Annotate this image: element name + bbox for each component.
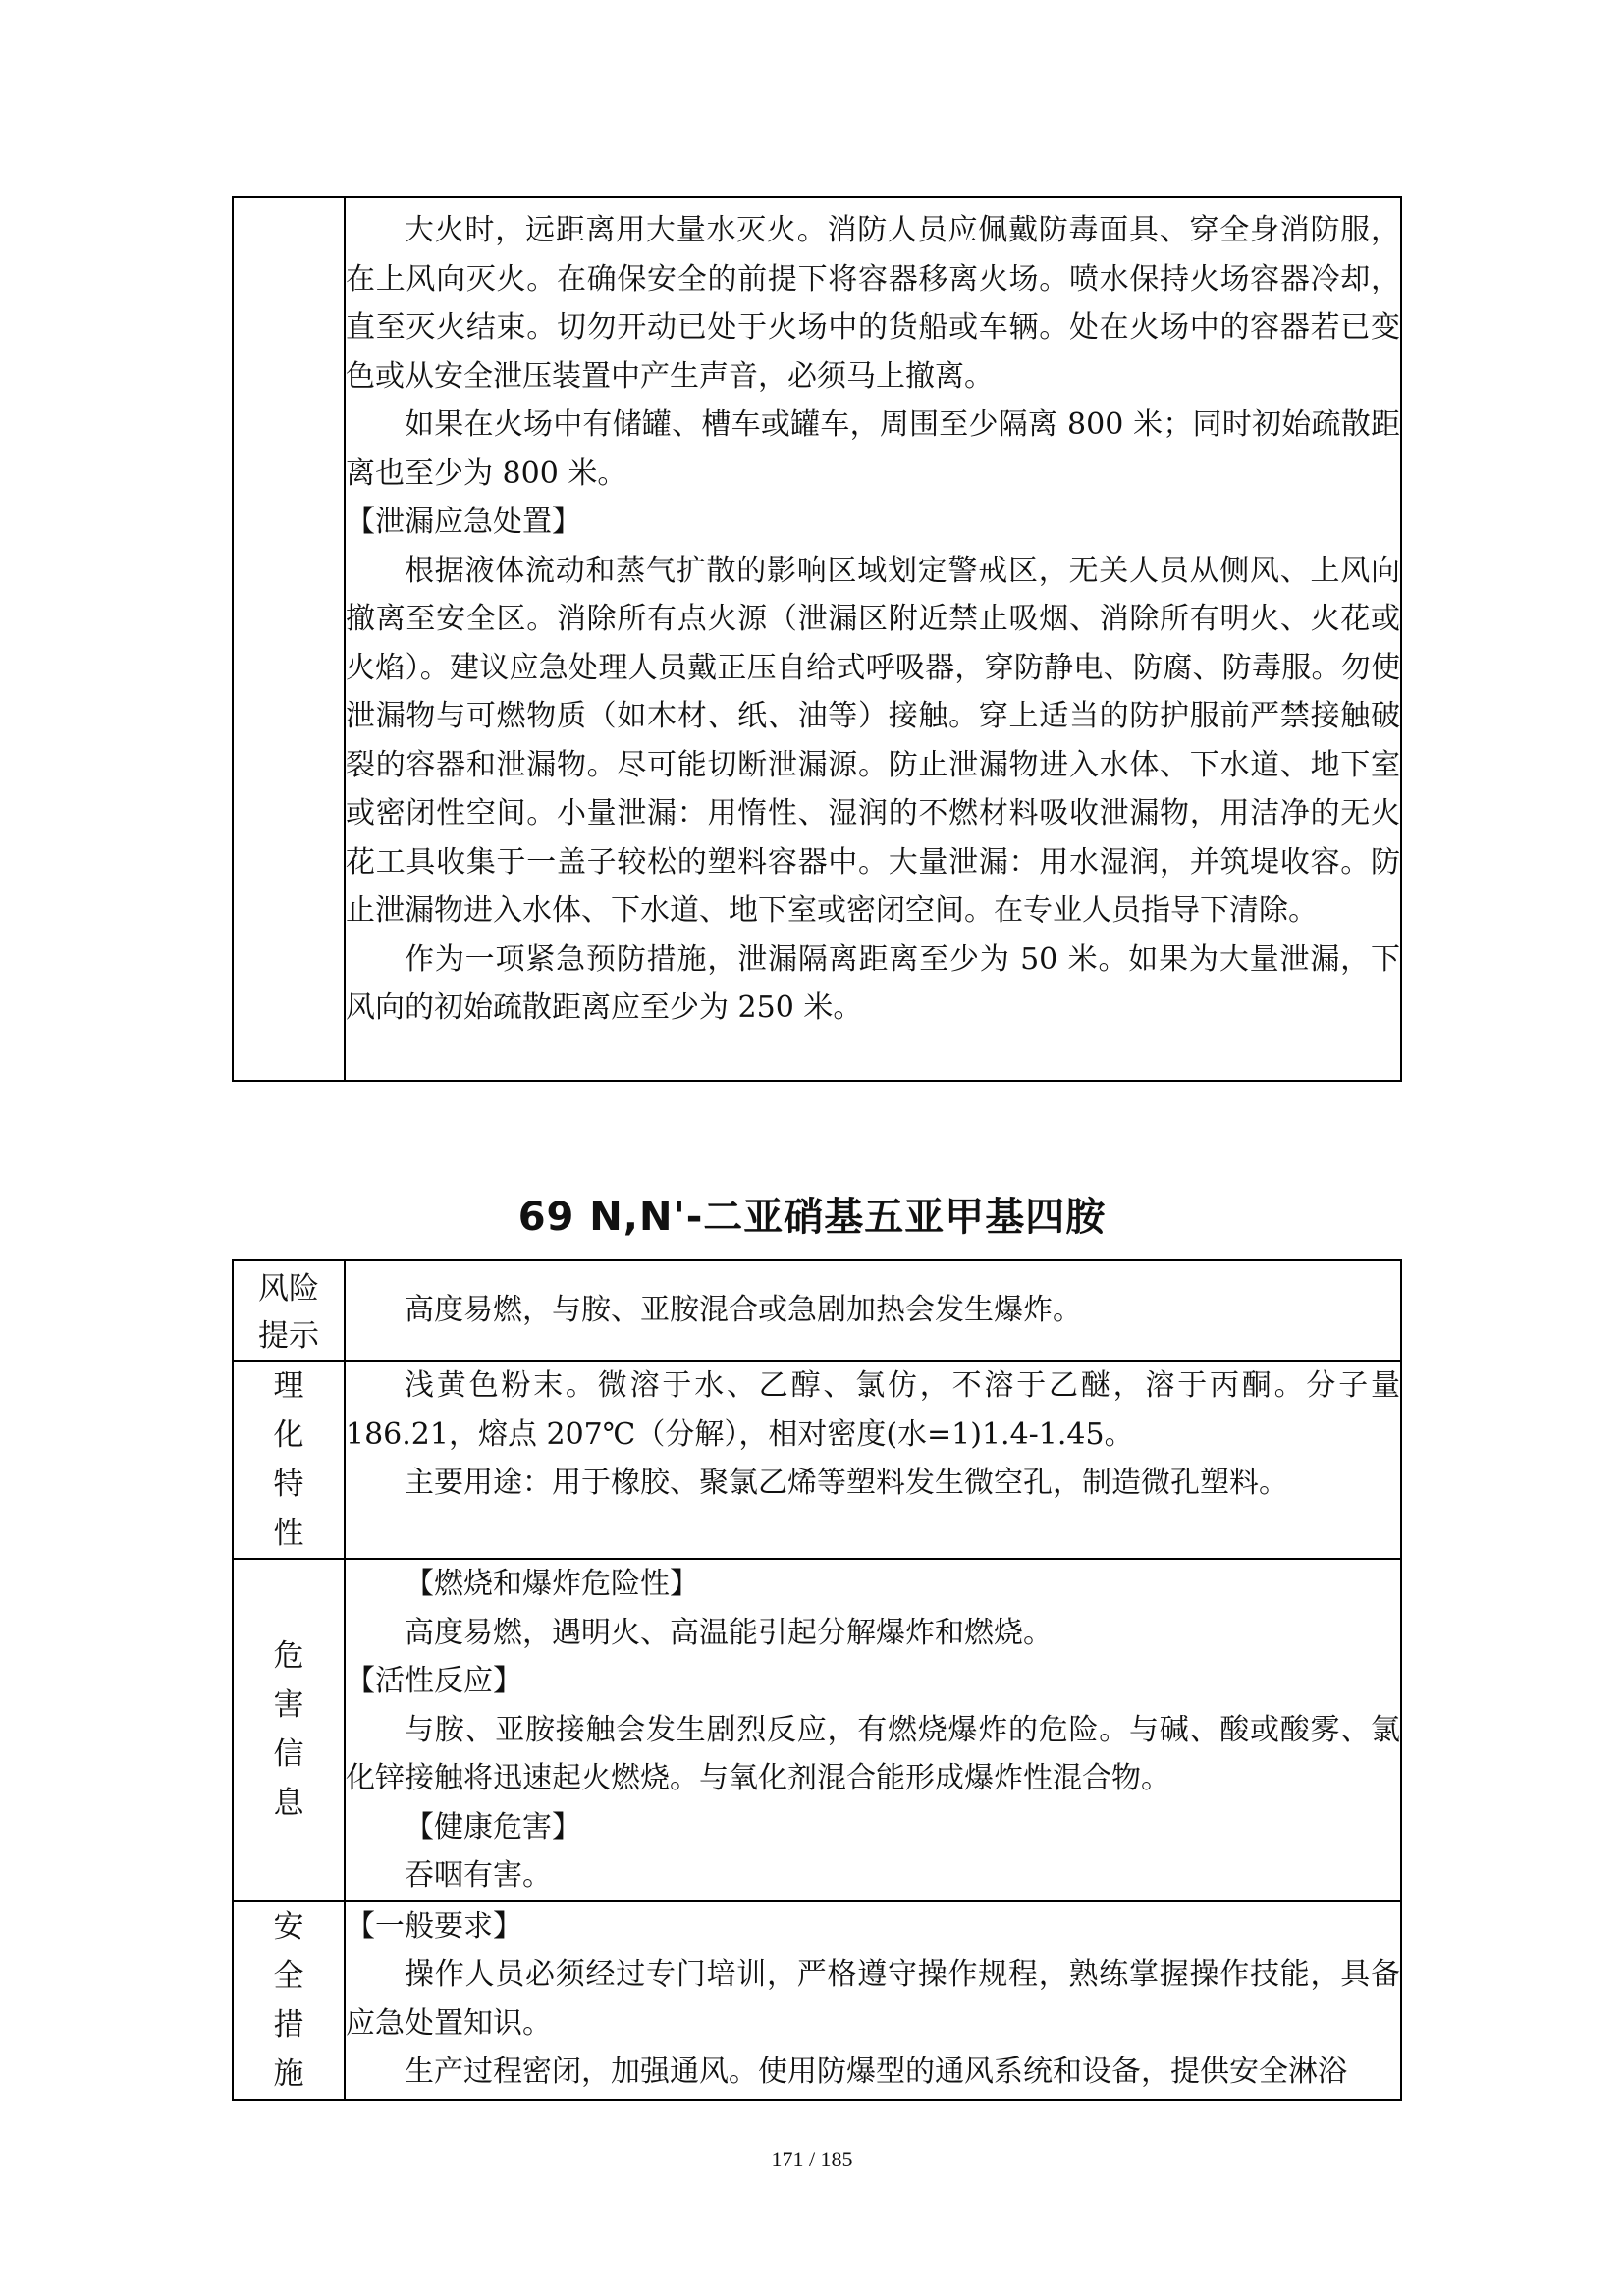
label-physchem	[233, 1361, 345, 1559]
label-char: 风险	[258, 1271, 319, 1307]
paragraph: 大火时，远距离用大量水灭火。消防人员应佩戴防毒面具、穿全身消防服，在上风向灭火。在确保安全的前提下将容器移离火场。喷水保持火场容器冷却，直至灭火结束。切勿开动已处于火场中的货船或车辆。处在火场中的容器若已变色或从安全泄压装置中产生声音，必须马上撤离。	[346, 213, 1400, 394]
continued-table	[232, 196, 1402, 1082]
row-risk	[233, 1260, 1401, 1361]
paragraph: 【健康危害】	[405, 1809, 581, 1844]
paragraph: 作为一项紧急预防措施，泄漏隔离距离至少为 50 米。如果为大量泄漏，下风向的初始疏散距离应至少为 250 米。	[346, 941, 1400, 1025]
chemical-info-table	[232, 1259, 1402, 2101]
label-char: 息	[273, 1786, 304, 1822]
row-physchem	[233, 1361, 1401, 1559]
label-char: 措	[273, 2006, 304, 2043]
label-char: 施	[273, 2056, 304, 2092]
paragraph: 操作人员必须经过专门培训，严格遵守操作规程，熟练掌握操作技能，具备应急处置知识。	[346, 1957, 1400, 2041]
paragraph: 【泄漏应急处置】	[346, 505, 581, 539]
label-hazard	[233, 1559, 345, 1901]
content-safety	[345, 1901, 1401, 2100]
paragraph: 与胺、亚胺接触会发生剧烈反应，有燃烧爆炸的危险。与碱、酸或酸雾、氯化锌接触将迅速起火燃烧。与氧化剂混合能形成爆炸性混合物。	[346, 1712, 1400, 1795]
paragraph: 【活性反应】	[346, 1664, 522, 1698]
page-number: 171 / 185	[771, 2147, 853, 2171]
paragraph: 【燃烧和爆炸危险性】	[405, 1567, 699, 1601]
label-safety	[233, 1901, 345, 2100]
label-char: 提示	[258, 1318, 319, 1354]
row-safety	[233, 1901, 1401, 2100]
paragraph: 主要用途：用于橡胶、聚氯乙烯等塑料发生微空孔，制造微孔塑料。	[405, 1466, 1288, 1500]
label-risk	[233, 1260, 345, 1361]
continued-content	[345, 197, 1401, 1081]
label-char: 理	[273, 1368, 304, 1404]
paragraph: 生产过程密闭，加强通风。使用防爆型的通风系统和设备，提供安全淋浴	[405, 2055, 1347, 2089]
paragraph: 高度易燃，与胺、亚胺混合或急剧加热会发生爆炸。	[405, 1293, 1082, 1328]
continued-label-cell	[233, 197, 345, 1081]
paragraph: 浅黄色粉末。微溶于水、乙醇、氯仿，不溶于乙醚，溶于丙酮。分子量 186.21，熔点 207℃（分解），相对密度(水=1)1.4-1.45。	[346, 1368, 1400, 1452]
row-hazard	[233, 1559, 1401, 1901]
section-title: 69 N,N'-二亚硝基五亚甲基四胺	[517, 1195, 1107, 1240]
label-char: 信	[273, 1736, 304, 1773]
label-char: 化	[273, 1417, 304, 1453]
label-char: 特	[273, 1467, 304, 1502]
paragraph: 高度易燃，遇明火、高温能引起分解爆炸和燃烧。	[405, 1615, 1053, 1650]
paragraph: 【一般要求】	[346, 1908, 522, 1944]
label-char: 全	[273, 1957, 304, 1994]
content-risk	[345, 1260, 1401, 1361]
paragraph: 如果在火场中有储罐、槽车或罐车，周围至少隔离 800 米；同时初始疏散距离也至少为 800 米。	[346, 407, 1400, 491]
content-hazard	[345, 1559, 1401, 1901]
content-physchem	[345, 1361, 1401, 1559]
label-char: 危	[273, 1638, 304, 1675]
label-char: 害	[273, 1687, 304, 1724]
label-char: 性	[273, 1516, 304, 1551]
paragraph: 根据液体流动和蒸气扩散的影响区域划定警戒区，无关人员从侧风、上风向撤离至安全区。消除所有点火源（泄漏区附近禁止吸烟、消除所有明火、火花或火焰）。建议应急处理人员戴正压自给式呼吸器，穿防静电、防腐、防毒服。勿使泄漏物与可燃物质（如木材、纸、油等）接触。穿上适当的防护服前严禁接触破裂的容器和泄漏物。尽可能切断泄漏源。防止泄漏物进入水体、下水道、地下室或密闭性空间。小量泄漏：用惰性、湿润的不燃材料吸收泄漏物，用洁净的无火花工具收集于一盖子较松的塑料容器中。大量泄漏：用水湿润，并筑堤收容。防止泄漏物进入水体、下水道、地下室或密闭空间。在专业人员指导下清除。	[346, 553, 1400, 928]
paragraph: 吞咽有害。	[405, 1858, 552, 1893]
label-char: 安	[273, 1908, 304, 1945]
